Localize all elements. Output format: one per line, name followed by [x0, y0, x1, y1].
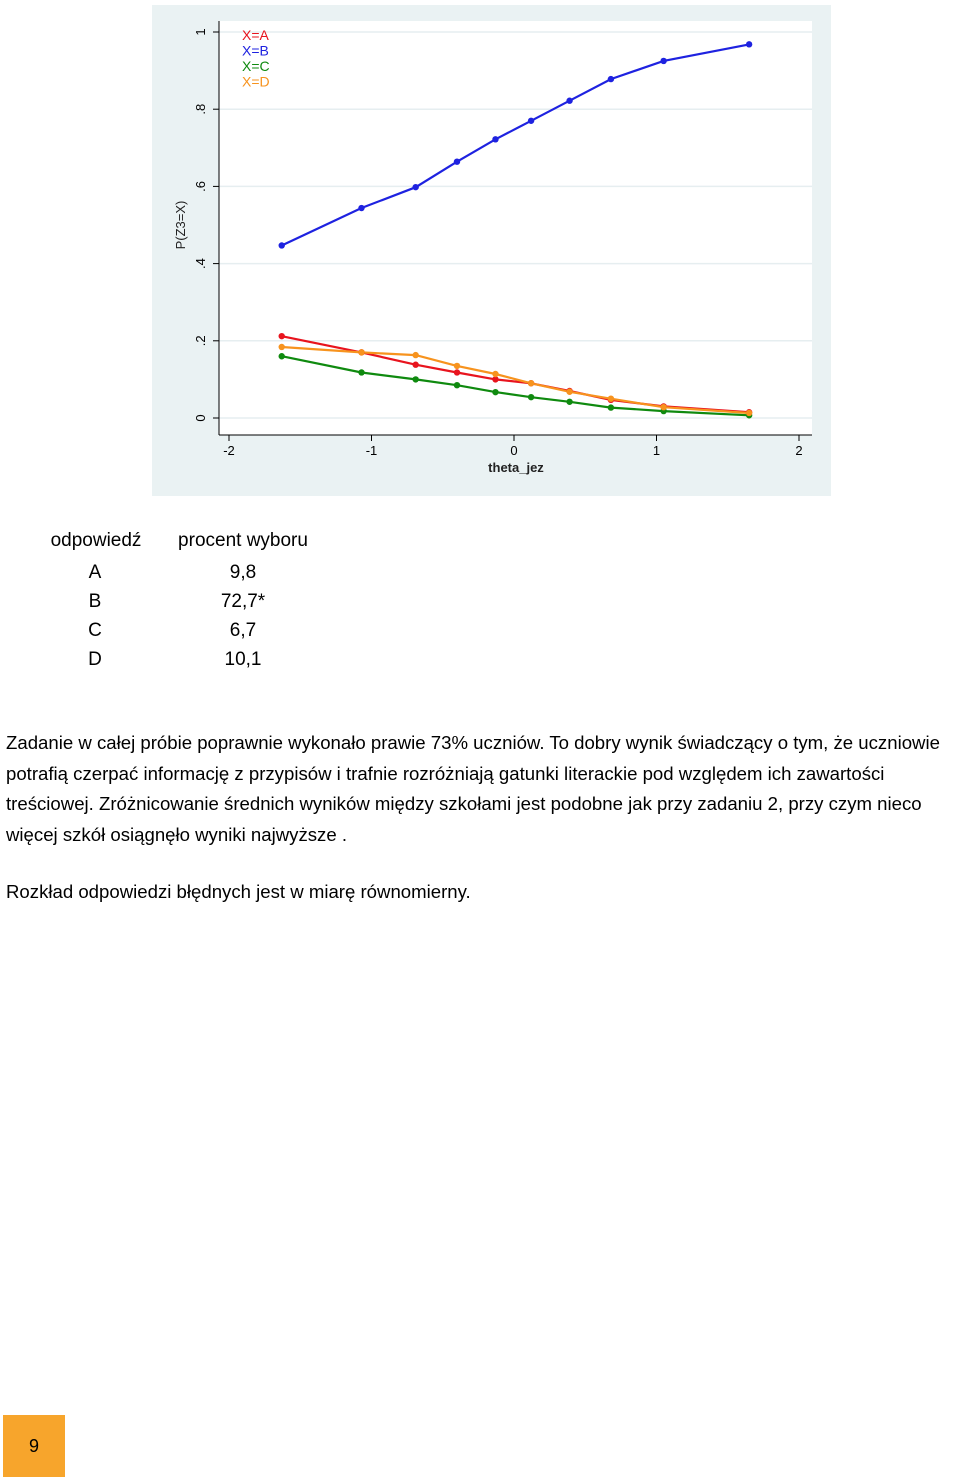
x-axis-title: theta_jez	[488, 460, 544, 475]
data-point	[454, 369, 460, 375]
data-point	[492, 389, 498, 395]
table-cell-percent: 9,8	[229, 561, 257, 583]
table-cell-answer: C	[88, 619, 102, 641]
irt-chart	[152, 5, 831, 496]
data-point	[454, 158, 460, 164]
table-header-percent: procent wyboru	[178, 530, 308, 551]
x-tick-label: -2	[223, 443, 235, 458]
table-row	[40, 558, 334, 587]
paragraph-wrong-answers: Rozkład odpowiedzi błędnych jest w miarę równomierny.	[6, 881, 471, 903]
paragraph-task-summary: Zadanie w całej próbie poprawnie wykonało prawie 73% uczniów. To dobry wynik świadczący o tym, że uczniowie potrafią czerpać informację z przypisów i trafnie rozróżniają gatunki literackie pod względem ich zawartości treściowej. Zróżnicowanie średnich wyników między szkołami jest podobne jak przy zadaniu 2, przy czym nieco więcej szkół osiągnęło wyniki najwyższe .	[6, 732, 940, 845]
legend-entry: X=C	[242, 58, 270, 74]
table-cell-percent: 72,7*	[220, 590, 266, 612]
data-point	[358, 369, 364, 375]
data-point	[746, 410, 752, 416]
data-point	[358, 205, 364, 211]
table-header-row	[40, 526, 334, 558]
data-point	[528, 380, 534, 386]
data-point	[660, 404, 666, 410]
table-cell-percent: 10,1	[224, 648, 262, 670]
data-point	[279, 353, 285, 359]
page-number: 9	[28, 1435, 39, 1456]
x-tick-label: 1	[652, 443, 661, 458]
table-row	[40, 645, 334, 674]
table-cell-answer: D	[88, 648, 102, 670]
data-point	[746, 41, 752, 47]
data-point	[412, 362, 418, 368]
table-row	[40, 616, 334, 645]
data-point	[412, 184, 418, 190]
answer-distribution-table	[40, 526, 334, 674]
y-axis-title: P(Z3=X)	[173, 200, 188, 250]
data-point	[566, 389, 572, 395]
data-point	[566, 98, 572, 104]
y-tick-label: 0	[193, 414, 208, 422]
y-tick-label: 1	[193, 28, 208, 36]
data-point	[528, 394, 534, 400]
y-tick-label: .8	[193, 103, 208, 115]
data-point	[279, 333, 285, 339]
data-point	[358, 349, 364, 355]
data-point	[528, 118, 534, 124]
page-number-badge	[3, 1415, 65, 1477]
table-cell-percent: 6,7	[229, 619, 257, 641]
plot-area	[219, 21, 812, 435]
x-tick-label: 2	[795, 443, 803, 458]
table-row	[40, 587, 334, 616]
data-point	[279, 344, 285, 350]
data-point	[566, 399, 572, 405]
data-point	[660, 58, 666, 64]
legend-entry: X=A	[242, 27, 269, 43]
x-tick-label: -1	[365, 443, 378, 458]
y-tick-label: .2	[193, 335, 208, 347]
data-point	[454, 382, 460, 388]
table-cell-answer: A	[88, 561, 102, 583]
x-tick-label: 0	[510, 443, 518, 458]
data-point	[492, 136, 498, 142]
data-point	[412, 352, 418, 358]
legend-entry: X=D	[242, 73, 270, 90]
data-point	[279, 242, 285, 248]
data-point	[608, 404, 614, 410]
chart-svg	[152, 5, 831, 496]
legend-entry: X=B	[242, 42, 269, 59]
y-tick-label: .4	[193, 258, 208, 270]
data-point	[492, 371, 498, 377]
y-tick-label: .6	[193, 180, 208, 192]
data-point	[454, 363, 460, 369]
table-cell-answer: B	[88, 590, 102, 612]
data-point	[608, 76, 614, 82]
body-text	[6, 728, 958, 908]
data-point	[608, 396, 614, 402]
data-point	[412, 376, 418, 382]
table-header-answer: odpowiedź	[50, 530, 142, 551]
